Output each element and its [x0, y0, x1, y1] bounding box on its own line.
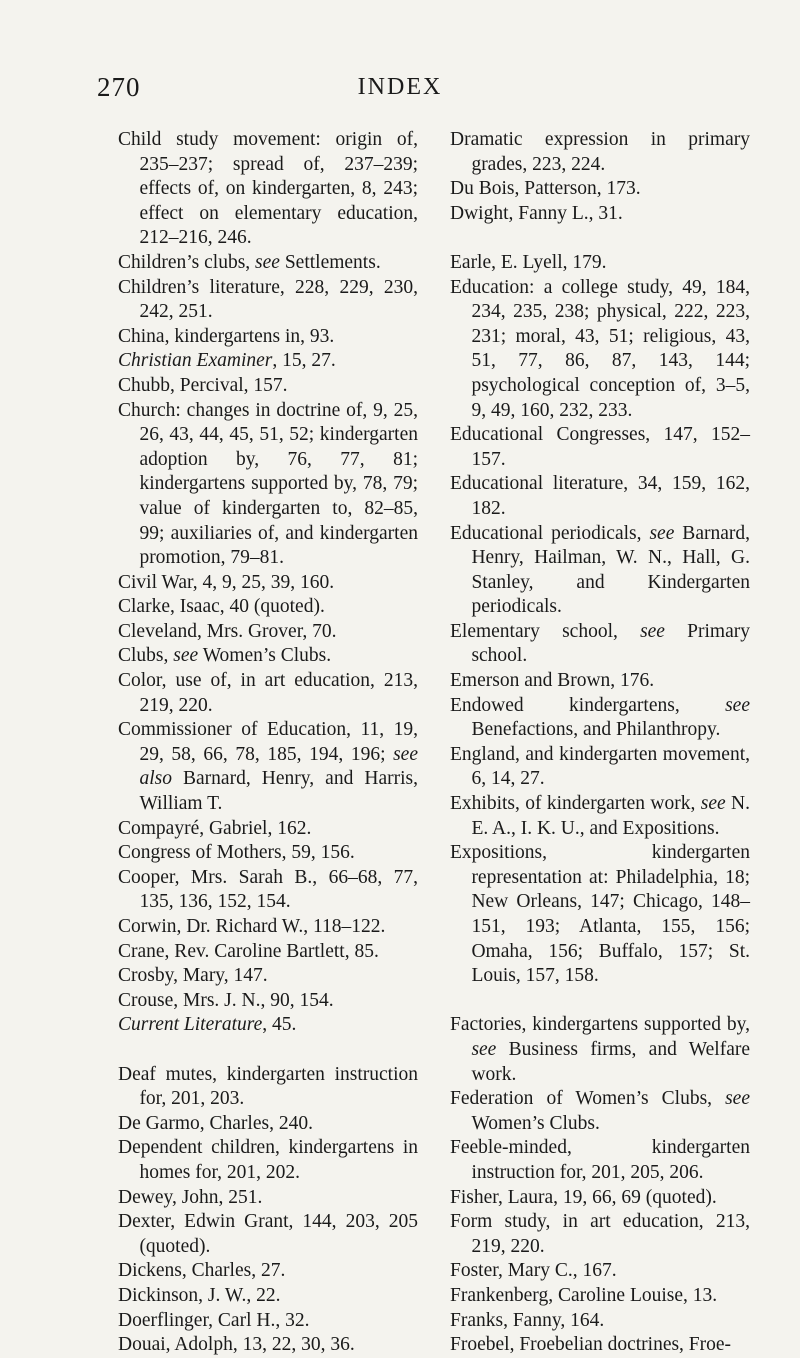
index-entry: Expositions, kindergarten representation at: Philadelphia, 18; New Orleans, 147; Chicago, 148–151, 193; Atlanta, 155, 156; Omaha, 156; Buffalo, 157; St. Louis, 157, 158.: [450, 842, 750, 987]
index-entry: Du Bois, Patterson, 173.: [450, 178, 641, 200]
page-header: [0, 72, 800, 112]
index-entry: Fisher, Laura, 19, 66, 69 (quoted).: [450, 1186, 717, 1208]
index-entry: Compayré, Gabriel, 162.: [118, 817, 312, 839]
index-entry: Douai, Adolph, 13, 22, 30, 36.: [118, 1334, 355, 1356]
index-entry: Doerflinger, Carl H., 32.: [118, 1309, 310, 1331]
index-entry: Educational Congresses, 147, 152–157.: [450, 424, 750, 470]
index-entry: Cleveland, Mrs. Grover, 70.: [118, 620, 337, 642]
index-entry: Crouse, Mrs. J. N., 90, 154.: [118, 989, 334, 1011]
index-entry: Crosby, Mary, 147.: [118, 965, 268, 987]
index-entry: Color, use of, in art education, 213, 219, 220.: [118, 670, 418, 716]
index-entry: Dramatic expression in primary grades, 223, 224.: [450, 129, 750, 175]
index-entry: Cooper, Mrs. Sarah B., 66–68, 77, 135, 136, 152, 154.: [118, 866, 418, 913]
index-entry: Emerson and Brown, 176.: [450, 670, 655, 692]
page-number: 270: [97, 72, 141, 102]
index-entry: Dickens, Charles, 27.: [118, 1260, 286, 1282]
index-entry: Education: a college study, 49, 184, 234, 235, 238; physical, 222, 223, 231; moral, 43, 51; religious, 43, 51, 77, 86, 87, 143, 144; psychological conception of, 3–5, 9, 49, 160, 232, 233.: [450, 276, 750, 421]
index-entry: Crane, Rev. Caroline Bartlett, 85.: [118, 940, 379, 962]
index-entry: Clarke, Isaac, 40 (quoted).: [118, 596, 325, 618]
index-column-right: [450, 128, 750, 1358]
section-gap: [118, 1038, 418, 1063]
running-head: INDEX: [357, 74, 443, 100]
index-column-left: [118, 128, 418, 1358]
index-entry: Form study, in art education, 213, 219, 220.: [450, 1211, 750, 1257]
index-entry: Dependent children, kindergartens in homes for, 201, 202.: [118, 1137, 418, 1183]
index-entry: Endowed kindergartens, see Benefactions, and Philanthropy.: [450, 694, 750, 741]
index-entry: Children’s clubs, see Settlements.: [118, 251, 381, 273]
index-entry: Federation of Women’s Clubs, see Women’s Clubs.: [450, 1088, 750, 1134]
index-entry: Clubs, see Women’s Clubs.: [118, 645, 332, 667]
index-entry: Earle, E. Lyell, 179.: [450, 251, 607, 273]
index-entry: Dexter, Edwin Grant, 144, 203, 205 (quoted).: [118, 1211, 418, 1257]
index-entry: Church: changes in doctrine of, 9, 25, 26, 43, 44, 45, 51, 52; kindergarten adoption by, 76, 77, 81; kindergartens supported by, 78, 79; value of kindergarten to, 82–85, 99; auxiliaries of, and kindergarten promotion, 79–81.: [118, 399, 418, 569]
index-entry: Dickinson, J. W., 22.: [118, 1284, 281, 1306]
index-entry: Children’s literature, 228, 229, 230, 242, 251.: [118, 276, 418, 323]
index-entry: England, and kindergarten movement, 6, 14, 27.: [450, 743, 750, 790]
section-gap: [450, 226, 750, 251]
index-entry: Dewey, John, 251.: [118, 1186, 263, 1208]
index-entry: Franks, Fanny, 164.: [450, 1309, 605, 1331]
index-entry: Foster, Mary C., 167.: [450, 1260, 617, 1282]
index-entry: De Garmo, Charles, 240.: [118, 1112, 313, 1134]
index-entry: Chubb, Percival, 157.: [118, 374, 288, 396]
index-entry: Corwin, Dr. Richard W., 118–122.: [118, 916, 386, 937]
index-entry: Deaf mutes, kindergarten instruction for, 201, 203.: [118, 1063, 418, 1110]
index-entry: Exhibits, of kindergarten work, see N. E. A., I. K. U., and Expositions.: [450, 793, 750, 839]
index-entry: Frankenberg, Caroline Louise, 13.: [450, 1284, 718, 1306]
index-entry: Dwight, Fanny L., 31.: [450, 202, 623, 224]
index-entry: Congress of Mothers, 59, 156.: [118, 842, 355, 864]
index-entry: Current Literature, 45.: [118, 1014, 297, 1036]
index-entry: Civil War, 4, 9, 25, 39, 160.: [118, 571, 335, 593]
index-entry: China, kindergartens in, 93.: [118, 325, 335, 347]
index-entry: Educational periodicals, see Barnard, Henry, Hailman, W. N., Hall, G. Stanley, and Kindergarten periodicals.: [450, 522, 750, 618]
index-entry: Factories, kindergartens supported by, see Business firms, and Welfare work.: [450, 1014, 750, 1085]
index-entry: Feeble-minded, kindergarten instruction for, 201, 205, 206.: [450, 1137, 750, 1183]
index-entry: Commissioner of Education, 11, 19, 29, 58, 66, 78, 185, 194, 196; see also Barnard, Henry, and Harris, William T.: [118, 719, 418, 815]
index-entry: Christian Examiner, 15, 27.: [118, 350, 336, 372]
index-entry: Educational literature, 34, 159, 162, 182.: [450, 473, 750, 519]
section-gap: [450, 989, 750, 1014]
index-entry: Froebel, Froebelian doctrines, Froe-: [450, 1334, 732, 1356]
index-entry: Elementary school, see Primary school.: [450, 620, 750, 667]
index-columns: [118, 128, 750, 1358]
index-entry: Child study movement: origin of, 235–237; spread of, 237–239; effects of, on kindergarten, 8, 243; effect on elementary education, 212–216, 246.: [118, 129, 418, 249]
